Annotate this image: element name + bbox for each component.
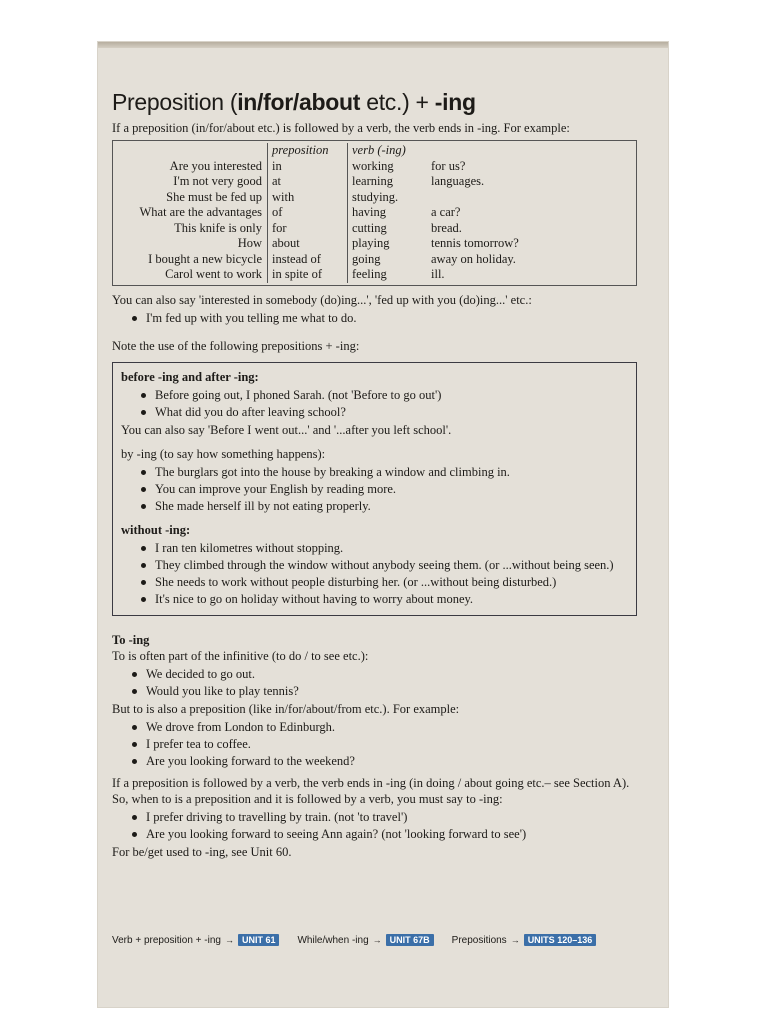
arrow-right-icon: → [372, 935, 382, 945]
unit-badge: UNIT 61 [238, 934, 280, 946]
list-item: We decided to go out. [146, 666, 637, 682]
table-column-start [117, 143, 267, 283]
preposition-table [112, 140, 637, 286]
example-list [112, 719, 637, 769]
list-item: I prefer tea to coffee. [146, 736, 637, 752]
list-item: Before going out, I phoned Sarah. (not 'Before to go out') [155, 387, 628, 403]
table-cell: studying. [352, 189, 399, 204]
example-list [112, 310, 637, 326]
to-ing-section [112, 632, 637, 860]
by-group [121, 446, 628, 514]
table-cell: tennis tomorrow? [431, 236, 519, 250]
list-item: The burglars got into the house by breaking a window and climbing in. [155, 464, 628, 480]
table-header-preposition: preposition [272, 143, 329, 157]
arrow-right-icon: → [224, 935, 234, 945]
table-cell: having [352, 205, 387, 219]
table-column-verb [347, 143, 421, 283]
table-cell: a car? [431, 205, 461, 219]
table-cell: Are you interested [169, 158, 262, 173]
table-cell: bread. [431, 220, 462, 235]
list-item: What did you do after leaving school? [155, 404, 628, 420]
table-cell: She must be fed up [166, 189, 262, 204]
group-heading: without -ing: [121, 522, 191, 537]
table-cell: I'm not very good [173, 174, 262, 188]
list-item: I ran ten kilometres without stopping. [155, 540, 628, 556]
example-list [121, 540, 628, 607]
table-cell: about [272, 236, 300, 250]
table-cell: going [352, 251, 381, 266]
list-item: They climbed through the window without anybody seeing them. (or ...without being seen.) [155, 557, 628, 573]
table-cell: away on holiday. [431, 251, 516, 266]
table-cell: playing [352, 236, 390, 250]
table-cell: with [272, 189, 295, 204]
paragraph: For be/get used to -ing, see Unit 60. [112, 844, 292, 859]
page-title: Preposition (in/for/about etc.) + -ing [112, 89, 476, 115]
arrow-right-icon: → [510, 935, 520, 945]
paragraph: But to is also a preposition (like in/for/about/from etc.). For example: [112, 701, 460, 716]
example-list [121, 387, 628, 420]
example-list [112, 666, 637, 699]
book-page [98, 42, 668, 1007]
table-cell: working [352, 158, 394, 173]
list-item: We drove from London to Edinburgh. [146, 719, 637, 735]
table-cell: cutting [352, 220, 387, 235]
table-cell: What are the advantages [139, 205, 262, 219]
table-cell: feeling [352, 267, 387, 281]
table-cell: in [272, 158, 282, 173]
group-heading: before -ing and after -ing: [121, 369, 259, 384]
table-cell: for [272, 220, 287, 235]
table-cell: learning [352, 174, 393, 188]
table-cell: at [272, 174, 282, 188]
list-item: Are you looking forward to the weekend? [146, 753, 637, 769]
table-cell: ill. [431, 267, 445, 281]
table-header-verb: verb (-ing) [352, 143, 406, 157]
also-say-text: You can also say 'interested in somebody (do)ing...', 'fed up with you (do)ing...' etc.: [112, 292, 532, 307]
table-column-preposition [267, 143, 347, 283]
unit-badge: UNIT 67B [386, 934, 434, 946]
page-top-edge [98, 42, 668, 48]
table-cell: I bought a new bicycle [148, 251, 262, 266]
list-item: You can improve your English by reading more. [155, 481, 628, 497]
table-cell: in spite of [272, 267, 322, 281]
footer-link-verb-preposition[interactable]: Verb + preposition + -ing → UNIT 61 [112, 934, 279, 946]
footer-link-while-when[interactable]: While/when -ing → UNIT 67B [297, 934, 433, 946]
list-item: Would you like to play tennis? [146, 683, 637, 699]
footer-cross-references [112, 934, 652, 946]
table-column-end [421, 143, 632, 283]
intro-text: If a preposition (in/for/about etc.) is followed by a verb, the verb ends in -ing. For example: [112, 121, 570, 135]
list-item: She made herself ill by not eating properly. [155, 498, 628, 514]
page-content [112, 72, 637, 860]
table-cell: instead of [272, 251, 321, 266]
table-cell: languages. [431, 174, 485, 188]
list-item: She needs to work without people disturbing her. (or ...without being disturbed.) [155, 574, 628, 590]
example-list [121, 464, 628, 514]
paragraph: To is often part of the infinitive (to do / to see etc.): [112, 648, 369, 663]
table-cell: for us? [431, 158, 466, 173]
prepositions-box [112, 362, 637, 616]
table-cell: This knife is only [174, 220, 262, 235]
list-item: It's nice to go on holiday without having to worry about money. [155, 591, 628, 607]
section-heading: To -ing [112, 632, 150, 647]
list-item: I'm fed up with you telling me what to do. [146, 310, 637, 326]
table-cell: of [272, 205, 283, 219]
list-item: Are you looking forward to seeing Ann again? (not 'looking forward to see') [146, 826, 637, 842]
footer-link-prepositions[interactable]: Prepositions → UNITS 120–136 [452, 934, 597, 946]
paragraph: If a preposition is followed by a verb, the verb ends in -ing (in doing / about going etc.– see Section A). So, when to is a preposition and it is followed by a verb, you must say to -ing: [112, 775, 630, 806]
unit-badge: UNITS 120–136 [524, 934, 597, 946]
without-group [121, 522, 628, 607]
group-note: You can also say 'Before I went out...' and '...after you left school'. [121, 422, 452, 437]
note-text: Note the use of the following prepositions + -ing: [112, 338, 360, 353]
table-cell [431, 190, 632, 206]
example-list [112, 809, 637, 842]
group-heading: by -ing (to say how something happens): [121, 446, 326, 461]
before-after-group [121, 369, 628, 438]
list-item: I prefer driving to travelling by train. (not 'to travel') [146, 809, 637, 825]
table-cell: Carol went to work [165, 267, 262, 281]
table-cell: How [237, 236, 262, 250]
